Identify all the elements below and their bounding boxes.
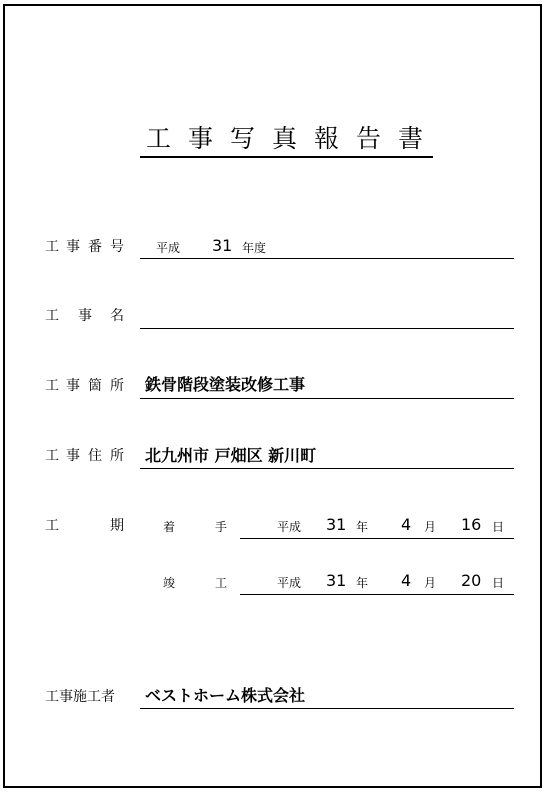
title-char: 書 [398,124,424,153]
label-construction-address-char: 住 [88,448,102,464]
label-contractor: 工事施工者 [45,689,115,705]
contractor-underline [140,708,514,709]
construction-name-underline [140,328,514,329]
title-char: 報 [314,124,340,153]
end-label-char: 竣 [163,576,176,590]
start-year-unit: 年 [356,520,369,534]
label-construction-no-char: 号 [110,239,124,255]
label-construction-period-char: 工 [45,518,59,534]
label-construction-no-char: 番 [88,239,102,255]
start-era: 平成 [277,520,302,534]
start-label-char: 着 [163,520,176,534]
contractor-value: ベストホーム株式会社 [145,686,306,705]
label-construction-period-char: 期 [110,518,124,534]
construction-address-value: 北九州市 戸畑区 新川町 [145,446,317,465]
construction-no-era: 平成 [156,241,181,255]
title-char: 真 [272,124,298,153]
start-month: 4 [401,515,412,534]
label-construction-address-char: 工 [45,448,59,464]
label-construction-no-char: 事 [66,239,80,255]
title-char: 事 [188,124,214,153]
document-title [140,122,433,158]
end-month: 4 [401,571,412,590]
label-construction-name-char: 名 [110,308,124,324]
construction-no-suffix: 年度 [242,241,267,255]
label-construction-place-char: 所 [110,378,124,394]
end-date-underline [240,594,514,595]
label-construction-no-char: 工 [45,239,59,255]
title-char: 写 [230,124,256,153]
label-construction-place-char: 箇 [88,378,102,394]
start-date-underline [240,538,514,539]
end-year: 31 [326,571,347,590]
start-month-unit: 月 [424,520,437,534]
label-construction-place-char: 事 [66,378,80,394]
construction-no-underline [140,258,514,259]
label-construction-place-char: 工 [45,378,59,394]
label-construction-name-char: 工 [45,308,59,324]
start-label-char: 手 [215,520,228,534]
construction-address-underline [140,468,514,469]
label-construction-address-char: 所 [110,448,124,464]
title-char: 告 [356,124,382,153]
label-construction-name-char: 事 [78,308,92,324]
title-char: 工 [146,124,172,153]
end-year-unit: 年 [356,576,369,590]
start-day: 16 [461,515,482,534]
end-day-unit: 日 [492,576,505,590]
construction-place-value: 鉄骨階段塗装改修工事 [145,375,306,394]
label-construction-address-char: 事 [66,448,80,464]
start-day-unit: 日 [492,520,505,534]
end-day: 20 [461,571,482,590]
end-month-unit: 月 [424,576,437,590]
end-label-char: 工 [215,576,228,590]
end-era: 平成 [277,576,302,590]
construction-place-underline [140,398,514,399]
construction-no-year: 31 [212,236,233,255]
start-year: 31 [326,515,347,534]
